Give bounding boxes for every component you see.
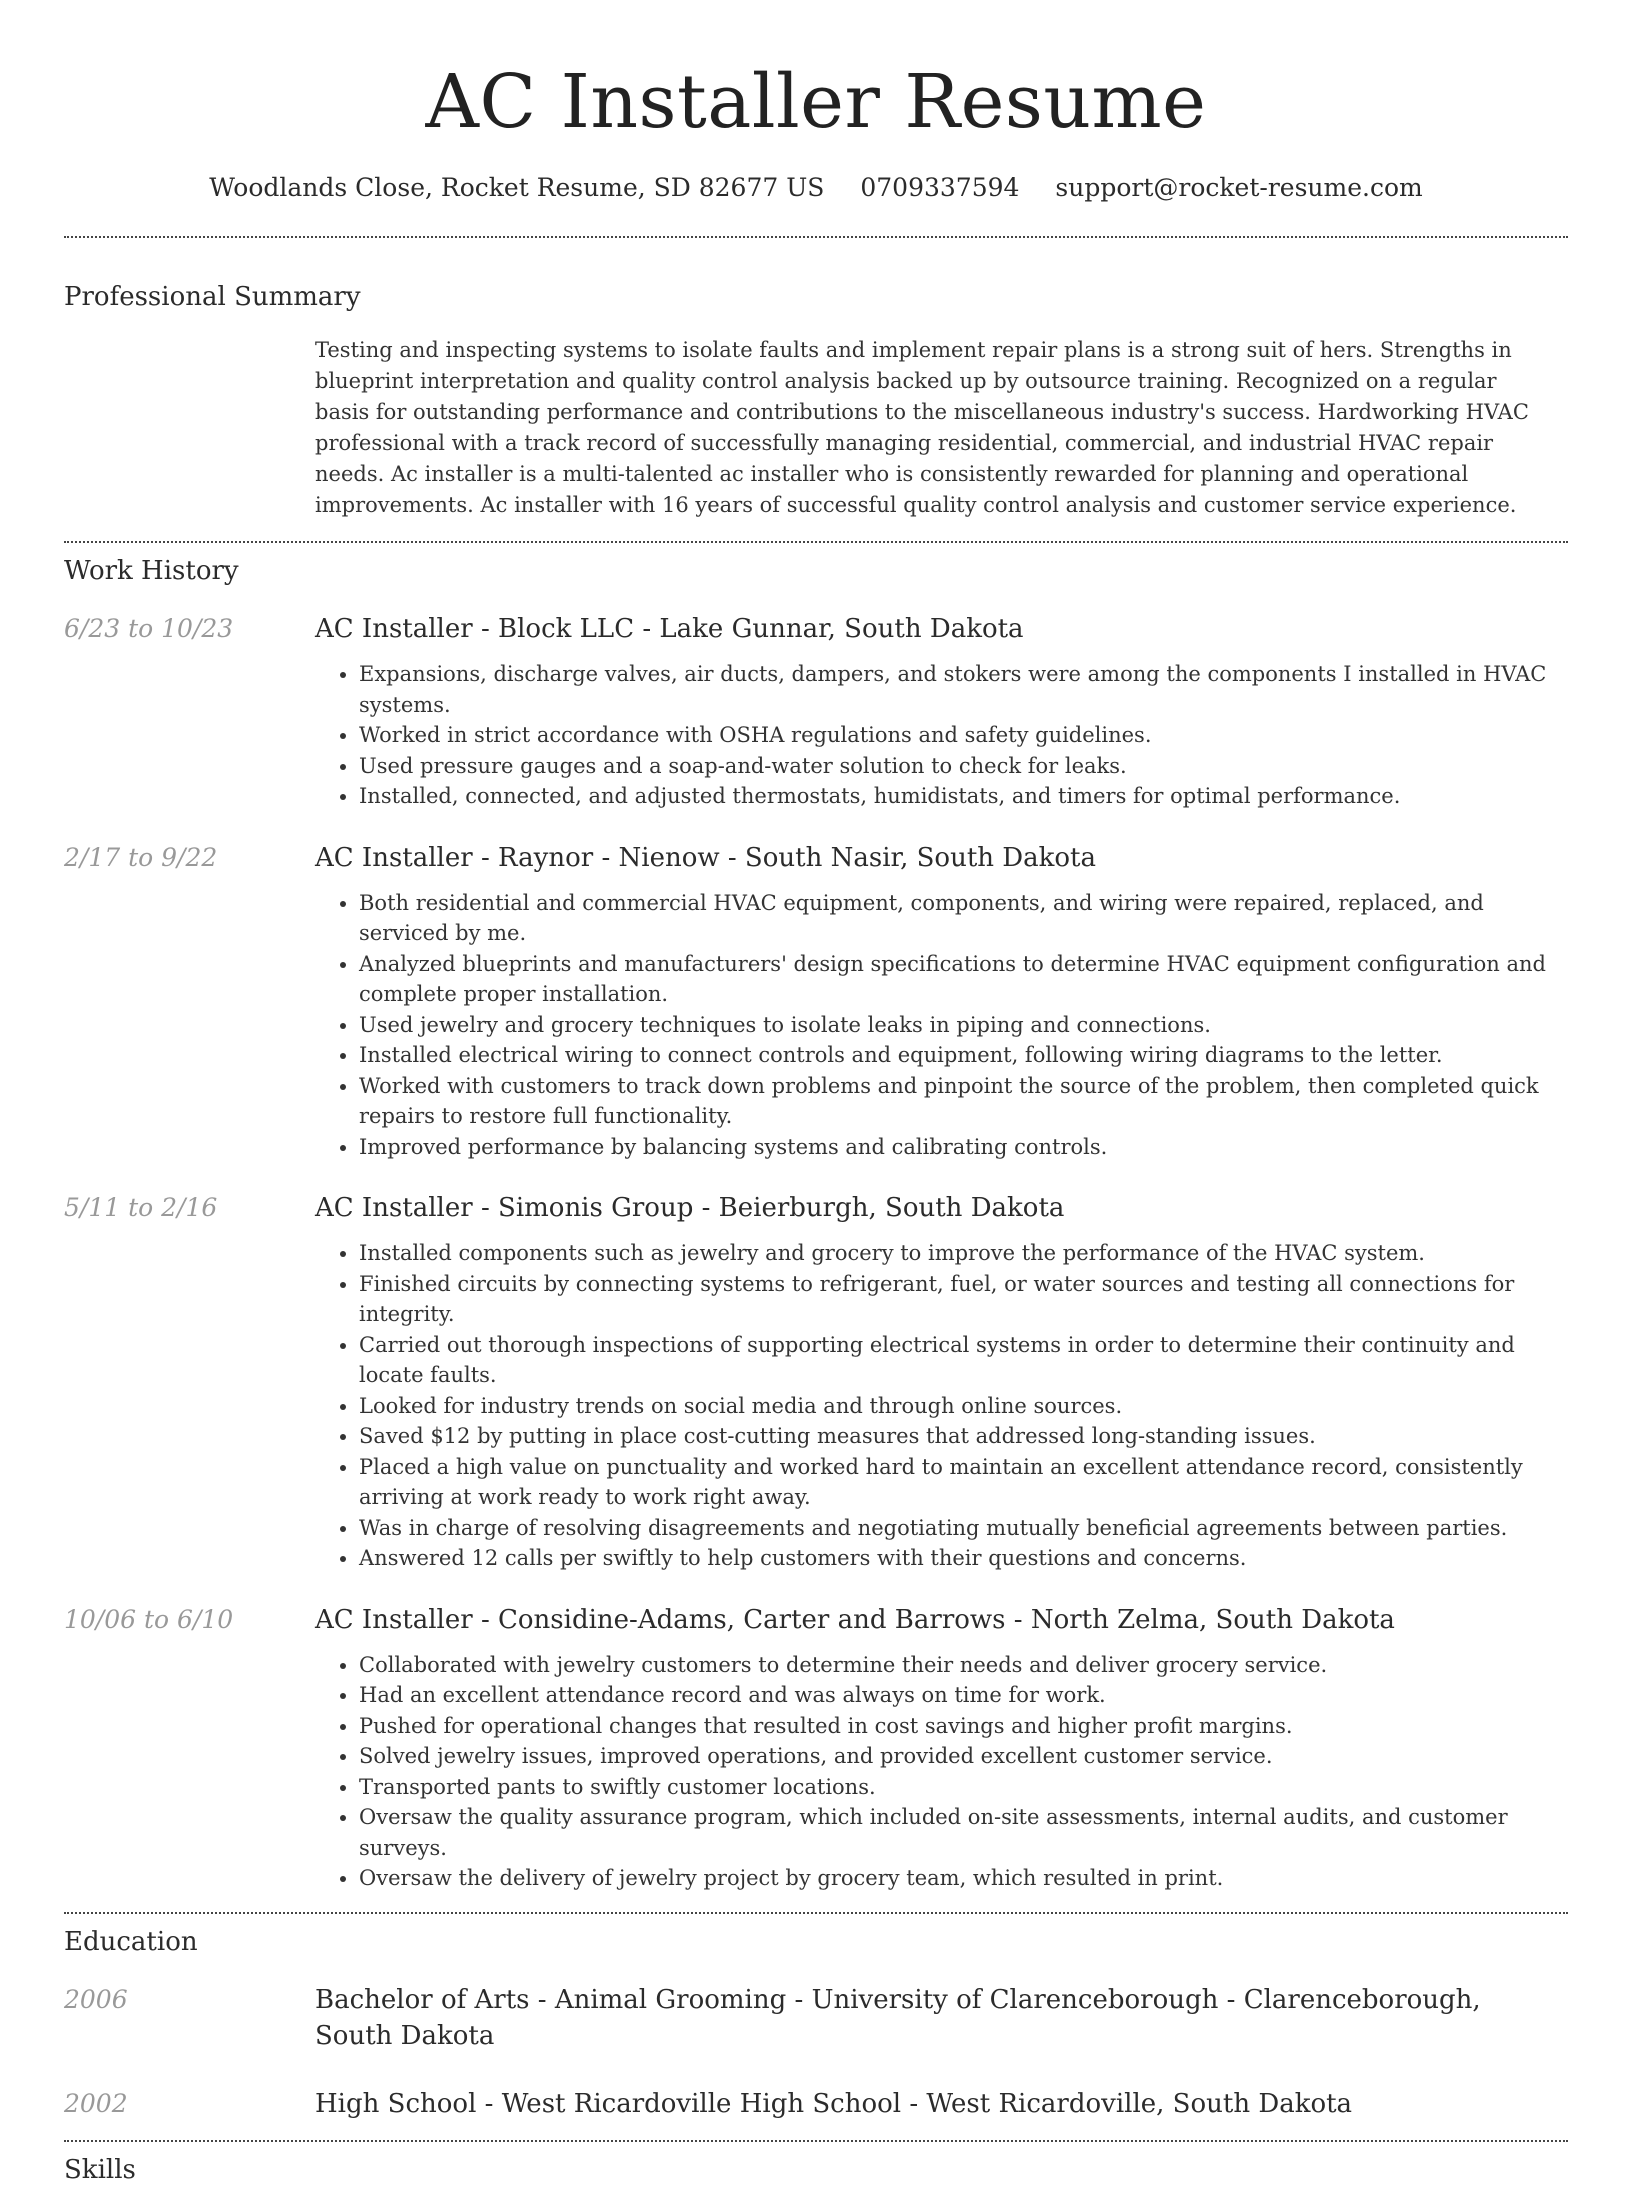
job-entry — [64, 611, 1568, 812]
job-bullet: • Worked with customers to track down problems and pinpoint the source of the problem, then completed quick repairs to restore full functionality. — [359, 1071, 1554, 1132]
job-bullets — [315, 888, 1554, 1163]
section-heading-education: Education — [64, 1926, 198, 1957]
education-year: 2002 — [64, 2088, 128, 2118]
education-year: 2006 — [64, 1984, 128, 2014]
job-bullet: • Finished circuits by connecting systems to refrigerant, fuel, or water sources and testing all connections for integrity. — [359, 1269, 1554, 1330]
job-bullet: • Solved jewelry issues, improved operations, and provided excellent customer service. — [359, 1741, 1554, 1772]
job-bullet: • Installed components such as jewelry and grocery to improve the performance of the HVAC system. — [359, 1238, 1554, 1269]
job-bullet: • Expansions, discharge valves, air ducts, dampers, and stokers were among the components I installed in HVAC systems. — [359, 659, 1554, 720]
divider — [64, 1912, 1568, 1914]
job-bullet: • Collaborated with jewelry customers to determine their needs and deliver grocery service. — [359, 1650, 1554, 1681]
job-body — [315, 840, 1568, 1163]
job-body — [315, 611, 1568, 812]
job-dates: 2/17 to 9/22 — [64, 842, 218, 872]
job-entry — [64, 1190, 1568, 1574]
education-title: Bachelor of Arts - Animal Grooming - University of Clarenceborough - Clarenceborough, South Dakota — [315, 1984, 1481, 2051]
job-bullet: • Analyzed blueprints and manufacturers' design specifications to determine HVAC equipment configuration and complete proper installation. — [359, 949, 1554, 1010]
address-text: Woodlands Close, Rocket Resume, SD 82677 US — [209, 173, 825, 202]
summary-text: Testing and inspecting systems to isolate faults and implement repair plans is a strong suit of hers. Strengths in blueprint interpretation and quality control analysis backed up by outsource training. Recognized on a regular basis for outstanding performance and contributions to the miscellaneous industry's success. Hardworking HVAC professional with a track record of successfully managing residential, commercial, and industrial HVAC repair needs. Ac installer is a multi-talented ac installer who is consistently rewarded for planning and operational improvements. Ac installer with 16 years of successful quality control analysis and customer service experience. — [315, 338, 1529, 517]
job-bullets — [315, 659, 1554, 812]
section-heading-skills: Skills — [64, 2154, 136, 2185]
job-title: AC Installer - Raynor - Nienow - South Nasir, South Dakota — [315, 842, 1096, 873]
job-title: AC Installer - Simonis Group - Beierburgh, South Dakota — [315, 1193, 1065, 1223]
job-dates: 5/11 to 2/16 — [64, 1193, 218, 1222]
job-bullet: • Looked for industry trends on social media and through online sources. — [359, 1391, 1554, 1422]
contact-line — [64, 170, 1568, 206]
job-bullet: • Was in charge of resolving disagreements and negotiating mutually beneficial agreements between parties. — [359, 1513, 1554, 1544]
education-body — [315, 2086, 1568, 2122]
divider — [64, 541, 1568, 543]
job-entry — [64, 1602, 1568, 1894]
job-bullet: • Both residential and commercial HVAC equipment, components, and wiring were repaired, replaced, and serviced by me. — [359, 888, 1554, 949]
job-bullet: • Pushed for operational changes that resulted in cost savings and higher profit margins. — [359, 1711, 1554, 1742]
education-title: High School - West Ricardoville High School - West Ricardoville, South Dakota — [315, 2088, 1353, 2119]
job-title: AC Installer - Block LLC - Lake Gunnar, South Dakota — [315, 614, 1024, 644]
job-bullet: • Improved performance by balancing systems and calibrating controls. — [359, 1132, 1554, 1163]
job-dates: 6/23 to 10/23 — [64, 614, 234, 643]
divider — [64, 236, 1568, 238]
job-bullet: • Installed, connected, and adjusted thermostats, humidistats, and timers for optimal performance. — [359, 781, 1554, 812]
job-bullet: • Placed a high value on punctuality and worked hard to maintain an excellent attendance record, consistently arriving at work ready to work right away. — [359, 1452, 1554, 1513]
job-bullet: • Had an excellent attendance record and was always on time for work. — [359, 1680, 1554, 1711]
email-link[interactable]: support@rocket-resume.com — [1055, 173, 1423, 202]
job-bullet: • Used pressure gauges and a soap-and-water solution to check for leaks. — [359, 751, 1554, 782]
education-entry — [64, 2086, 1568, 2122]
job-title: AC Installer - Considine-Adams, Carter and Barrows - North Zelma, South Dakota — [315, 1604, 1395, 1635]
job-bullet: • Used jewelry and grocery techniques to isolate leaks in piping and connections. — [359, 1010, 1554, 1041]
job-bullet: • Oversaw the quality assurance program, which included on-site assessments, internal audits, and customer surveys. — [359, 1802, 1554, 1863]
job-bullets — [315, 1650, 1554, 1894]
resume-page — [64, 0, 1568, 2188]
job-bullet: • Installed electrical wiring to connect controls and equipment, following wiring diagrams to the letter. — [359, 1040, 1554, 1071]
job-bullets — [315, 1238, 1554, 1574]
education-entry — [64, 1982, 1568, 2054]
job-bullet: • Transported pants to swiftly customer locations. — [359, 1772, 1554, 1803]
job-body — [315, 1602, 1568, 1894]
resume-title: AC Installer Resume — [425, 59, 1207, 145]
job-bullet: • Answered 12 calls per swiftly to help customers with their questions and concerns. — [359, 1543, 1554, 1574]
education-body — [315, 1982, 1568, 2054]
phone-text: 0709337594 — [860, 173, 1020, 202]
job-bullet: • Saved $12 by putting in place cost-cutting measures that addressed long-standing issues. — [359, 1421, 1554, 1452]
job-bullet: • Carried out thorough inspections of supporting electrical systems in order to determine their continuity and locate faults. — [359, 1330, 1554, 1391]
job-bullet: • Oversaw the delivery of jewelry project by grocery team, which resulted in print. — [359, 1863, 1554, 1894]
section-heading-work: Work History — [64, 556, 239, 586]
job-bullet: • Worked in strict accordance with OSHA regulations and safety guidelines. — [359, 720, 1554, 751]
divider — [64, 2140, 1568, 2142]
job-entry — [64, 840, 1568, 1163]
section-heading-summary: Professional Summary — [64, 282, 361, 312]
job-body — [315, 1190, 1568, 1574]
job-dates: 10/06 to 6/10 — [64, 1604, 234, 1634]
